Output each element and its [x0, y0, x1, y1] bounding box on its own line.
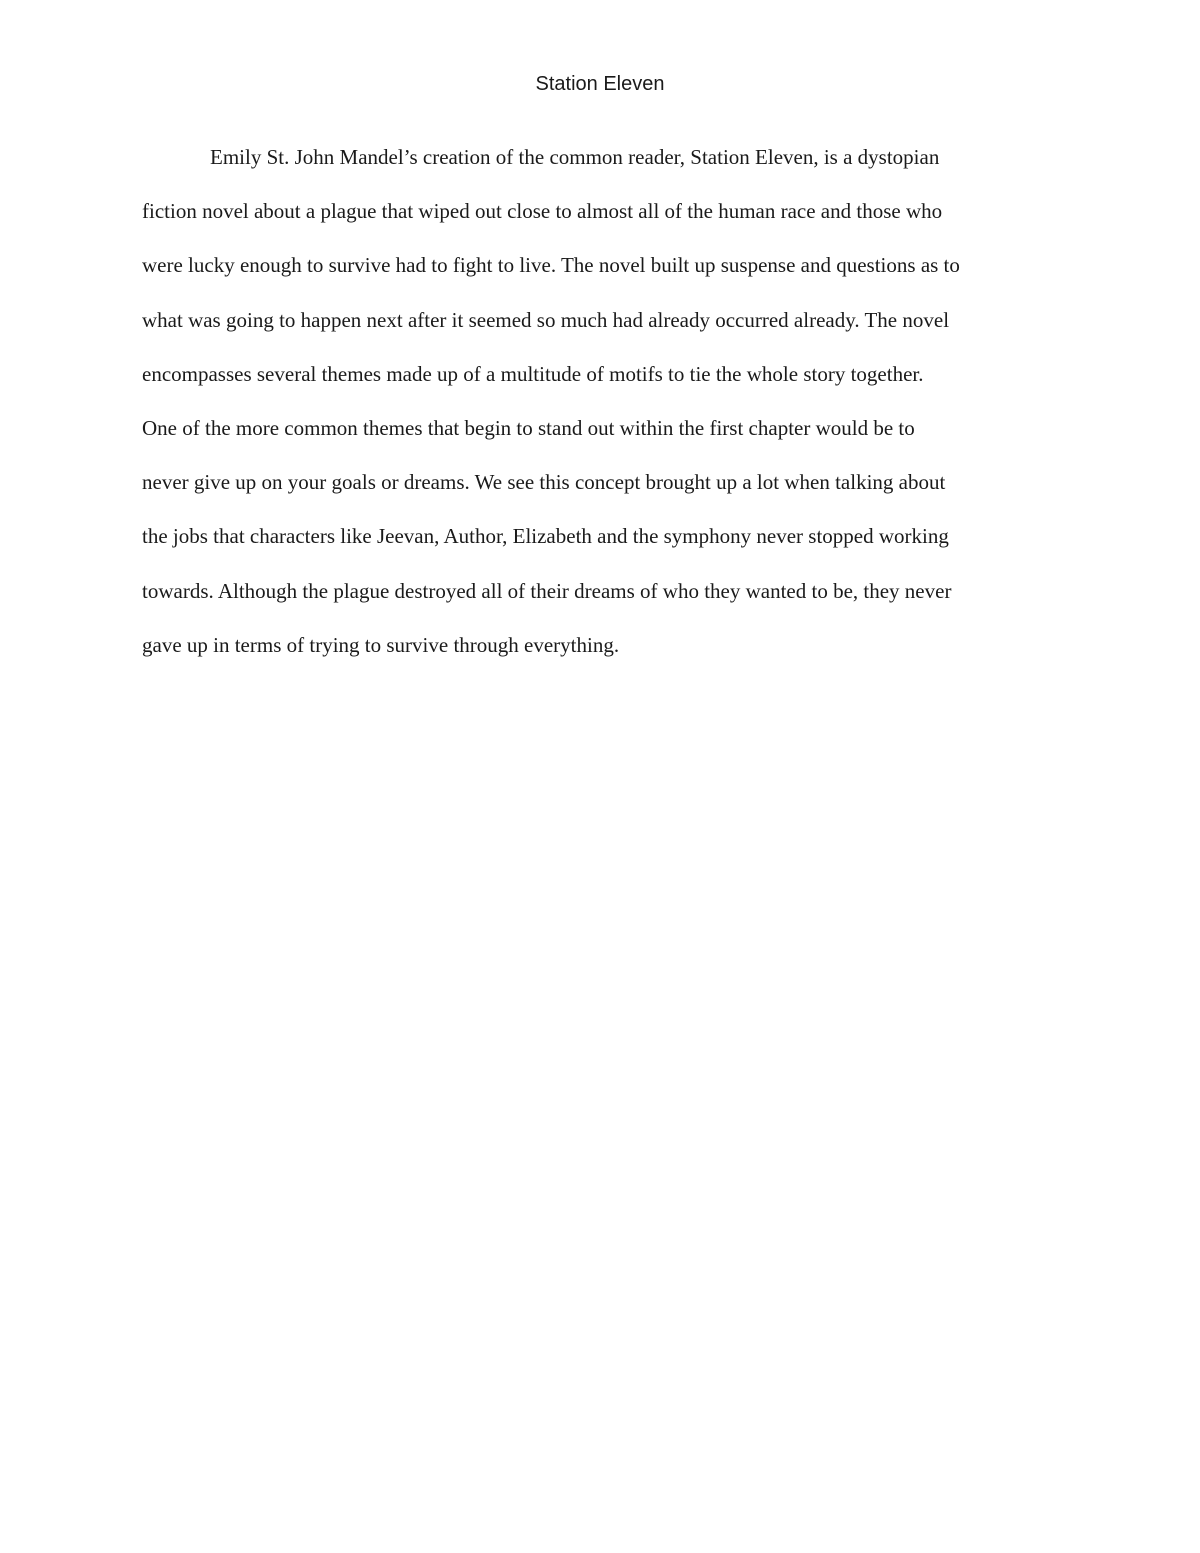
paragraph-line: One of the more common themes that begin to stand out within the first chapter would be to [142, 415, 915, 440]
paragraph-line: encompasses several themes made up of a multitude of motifs to tie the whole story together. [142, 361, 924, 386]
paragraph-line: what was going to happen next after it seemed so much had already occurred already. The novel [142, 307, 950, 332]
paragraph-line: Emily St. John Mandel’s creation of the common reader, Station Eleven, is a dystopian [210, 145, 940, 169]
body-paragraph [142, 140, 1082, 682]
paragraph-line: towards. Although the plague destroyed all of their dreams of who they wanted to be, they never [142, 578, 952, 603]
paragraph-line: fiction novel about a plague that wiped out close to almost all of the human race and those who [142, 199, 943, 224]
paragraph-line: gave up in terms of trying to survive through everything. [142, 632, 620, 657]
paragraph-line: were lucky enough to survive had to fight to live. The novel built up suspense and questions as to [142, 253, 960, 278]
paragraph-line: the jobs that characters like Jeevan, Author, Elizabeth and the symphony never stopped working [142, 524, 949, 549]
paragraph-line: never give up on your goals or dreams. We see this concept brought up a lot when talking about [142, 470, 946, 495]
document-title: Station Eleven [535, 73, 665, 95]
